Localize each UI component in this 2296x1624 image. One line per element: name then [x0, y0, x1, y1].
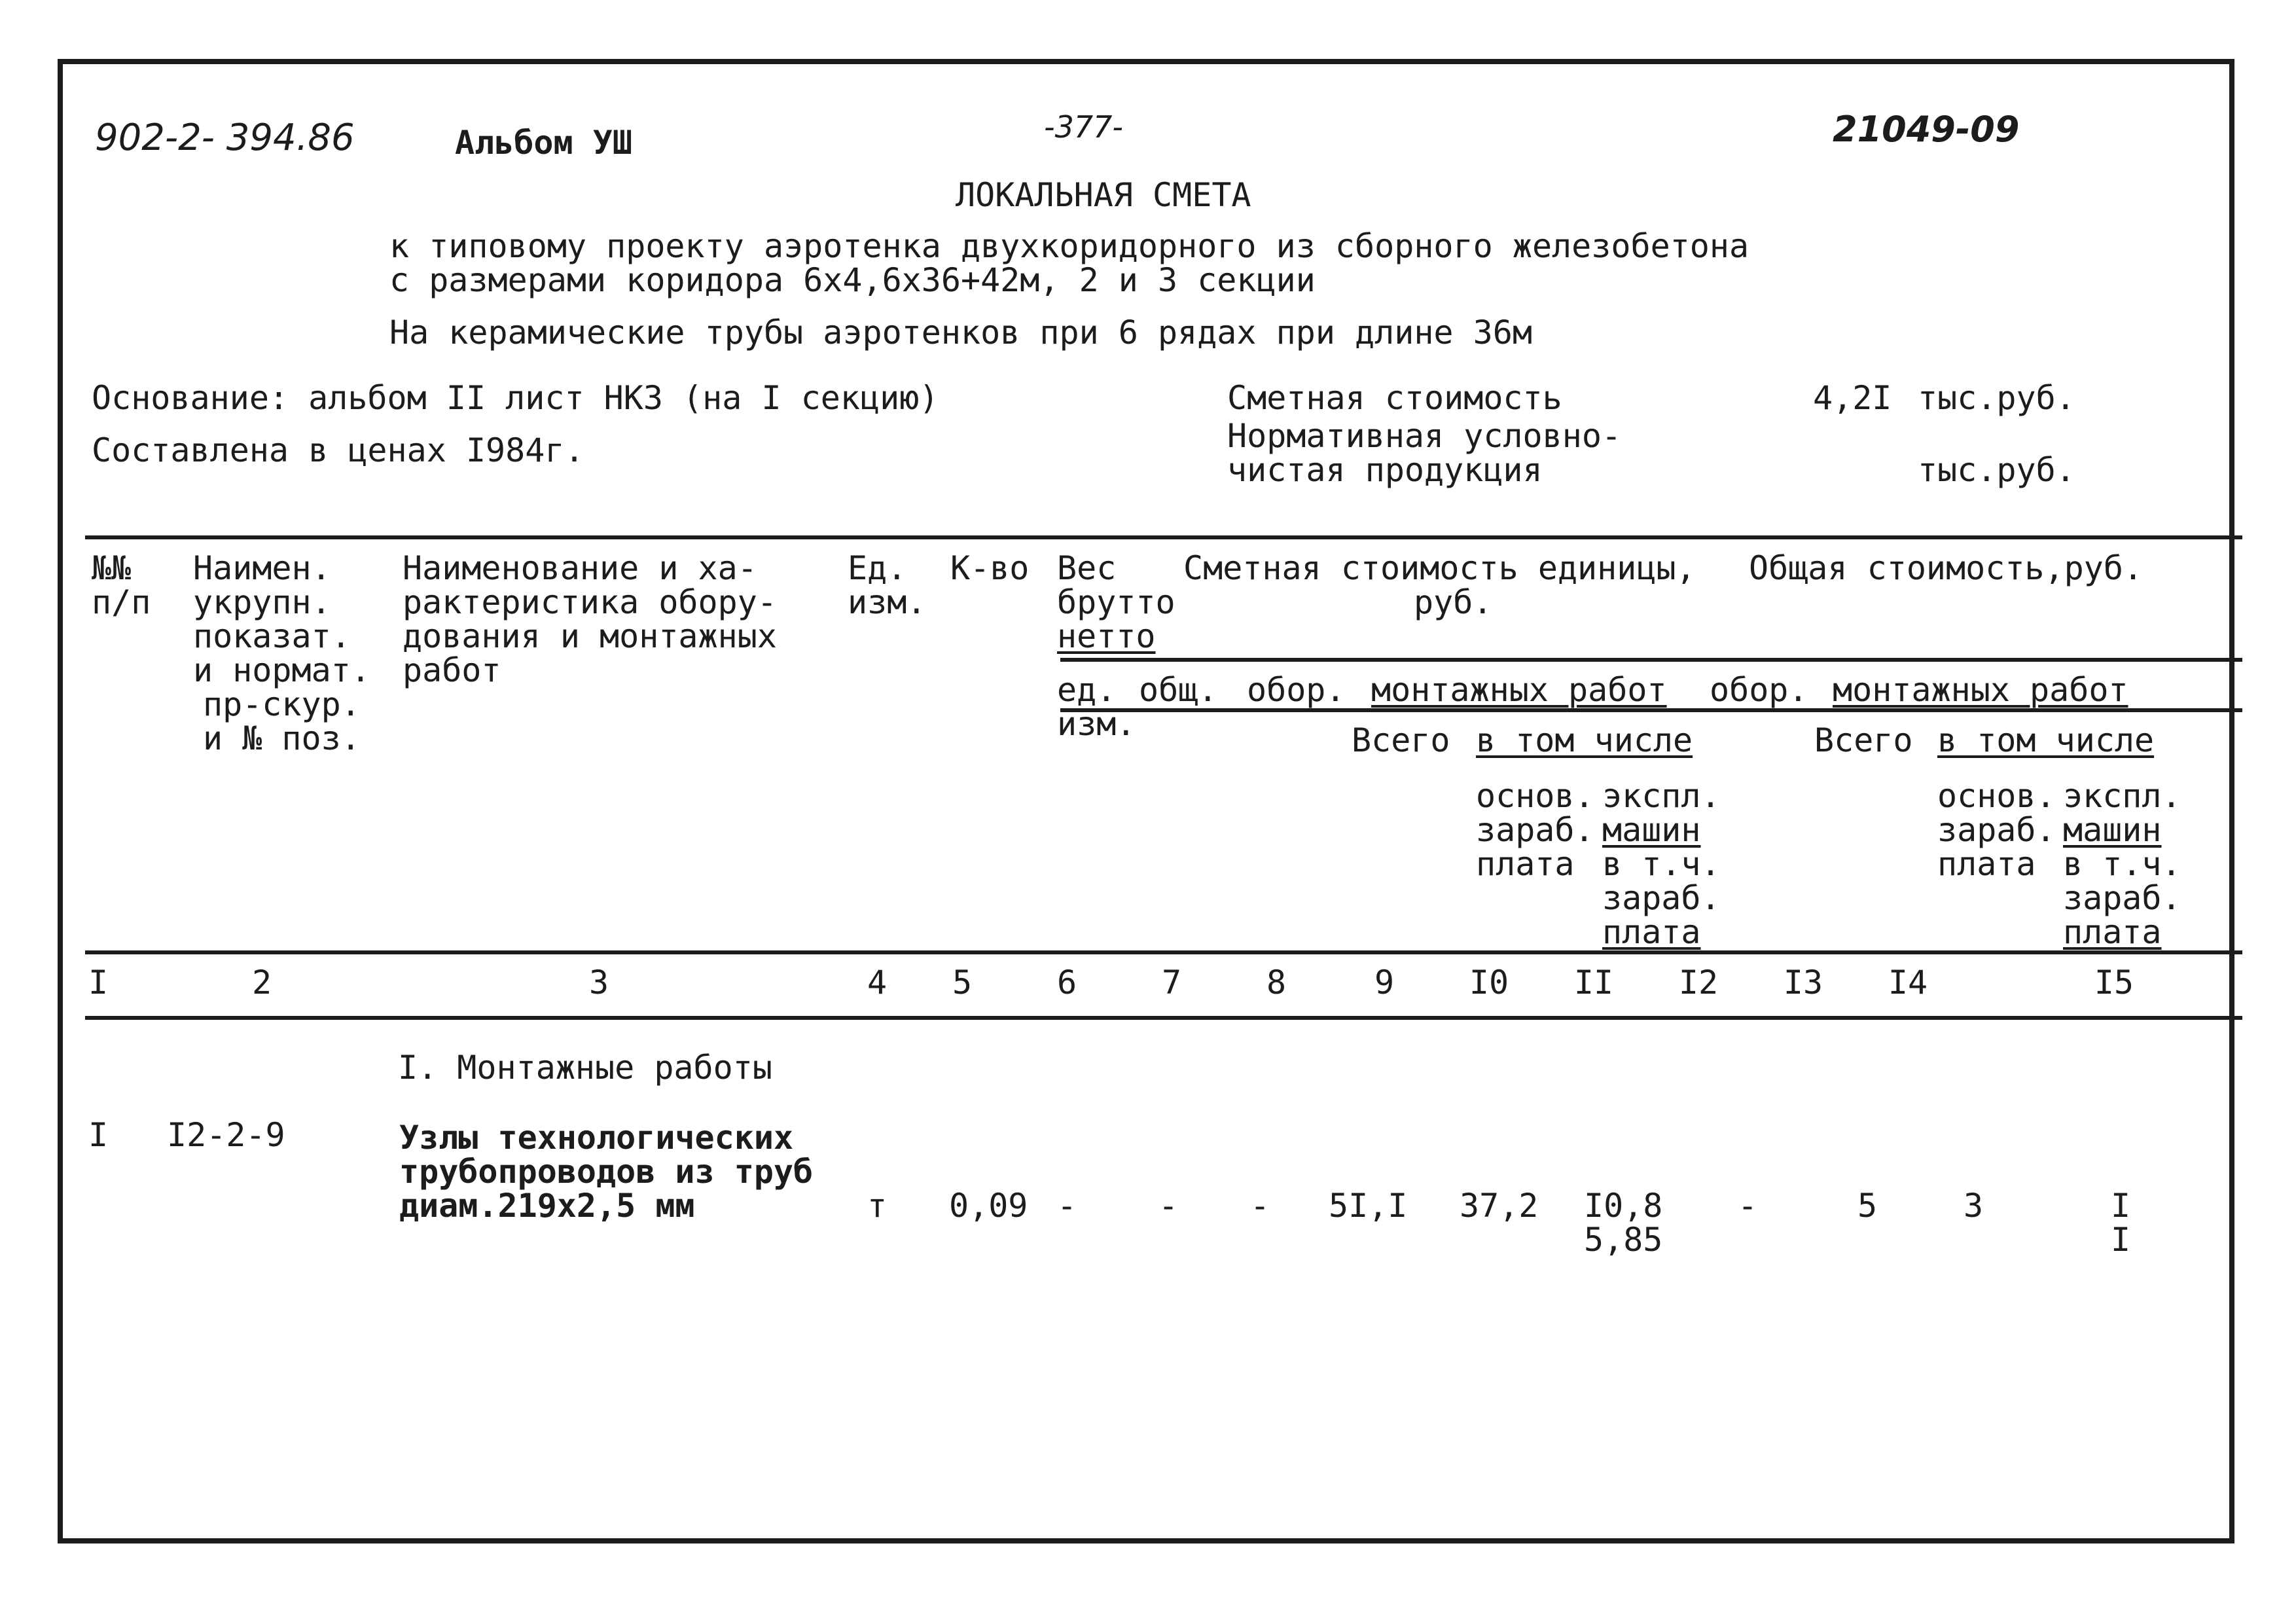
row-unit: т: [867, 1187, 888, 1225]
header-obor-total: обор.: [1710, 671, 1808, 709]
section-title: I. Монтажные работы: [398, 1049, 772, 1087]
subtitle-line-2: с размерами коридора 6х4,6х36+42м, 2 и 3 секции: [389, 261, 1316, 299]
header-bottom-line: [85, 950, 2242, 954]
doc-number: 21049-09: [1833, 109, 2020, 150]
header-unit-cost: Сметная стоимость единицы,: [1183, 549, 1696, 587]
row-col-12: -: [1738, 1187, 1758, 1225]
norm-unit: тыс.руб.: [1918, 451, 2075, 489]
row-col-13: 5: [1857, 1187, 1878, 1225]
header-total-cost: Общая стоимость,руб.: [1749, 549, 2144, 587]
row-col-8: -: [1250, 1187, 1270, 1225]
row-num: I: [88, 1116, 109, 1154]
row-qty: 0,09: [949, 1187, 1028, 1225]
row-col-6: -: [1057, 1187, 1077, 1225]
norm-label-2: чистая продукция: [1227, 451, 1543, 489]
header-vsego-unit: Всего: [1352, 721, 1450, 759]
subtitle-line-1: к типовому проекту аэротенка двухкоридорного из сборного железобетона: [389, 227, 1749, 265]
prices-text: Составлена в ценах I984г.: [92, 431, 584, 469]
row-col-11-top: I0,8: [1584, 1187, 1663, 1225]
header-col-5: К-во: [950, 549, 1030, 587]
column-numbers-line: [85, 1016, 2242, 1020]
row-col-14: 3: [1964, 1187, 1984, 1225]
row-col-11-bottom: 5,85: [1584, 1221, 1663, 1259]
subject-line: На керамические трубы аэротенков при 6 рядах при длине 36м: [389, 314, 1532, 352]
cost-value: 4,2I: [1813, 379, 1892, 417]
header-vsego-total: Всего: [1814, 721, 1913, 759]
header-obor-unit: обор.: [1247, 671, 1346, 709]
norm-label-1: Нормативная условно-: [1227, 417, 1622, 455]
row-col-15-bottom: I: [2111, 1221, 2131, 1259]
album-label: Альбом УШ: [455, 124, 632, 162]
header-montazh-total: монтажных работ: [1833, 671, 2128, 709]
row-name-2: трубопроводов из труб: [399, 1153, 814, 1191]
header-montazh-unit: монтажных работ: [1371, 671, 1667, 709]
row-name-1: Узлы технологических: [399, 1119, 794, 1157]
row-name-3: диам.219х2,5 мм: [399, 1187, 695, 1225]
table-top-line: [85, 535, 2242, 539]
row-col-7: -: [1158, 1187, 1179, 1225]
cost-unit: тыс.руб.: [1918, 379, 2075, 417]
project-code: 902-2- 394.86: [95, 117, 355, 159]
header-divider-1: [1060, 658, 2242, 662]
row-col-9: 5I,I: [1329, 1187, 1408, 1225]
basis-text: Основание: альбом II лист НК3 (на I секцию): [92, 379, 939, 417]
page-number: -377-: [1044, 109, 1123, 145]
header-vtom-unit: в том числе: [1476, 721, 1693, 759]
header-vtom-total: в том числе: [1937, 721, 2155, 759]
row-col-10: 37,2: [1460, 1187, 1539, 1225]
row-col-15-top: I: [2111, 1187, 2131, 1225]
cost-label: Сметная стоимость: [1227, 379, 1562, 417]
header-obsch: общ.: [1139, 671, 1218, 709]
row-code: I2-2-9: [167, 1116, 285, 1154]
header-unit-cost-rub: руб.: [1414, 583, 1493, 621]
document-title: ЛОКАЛЬНАЯ СМЕТА: [956, 176, 1251, 214]
